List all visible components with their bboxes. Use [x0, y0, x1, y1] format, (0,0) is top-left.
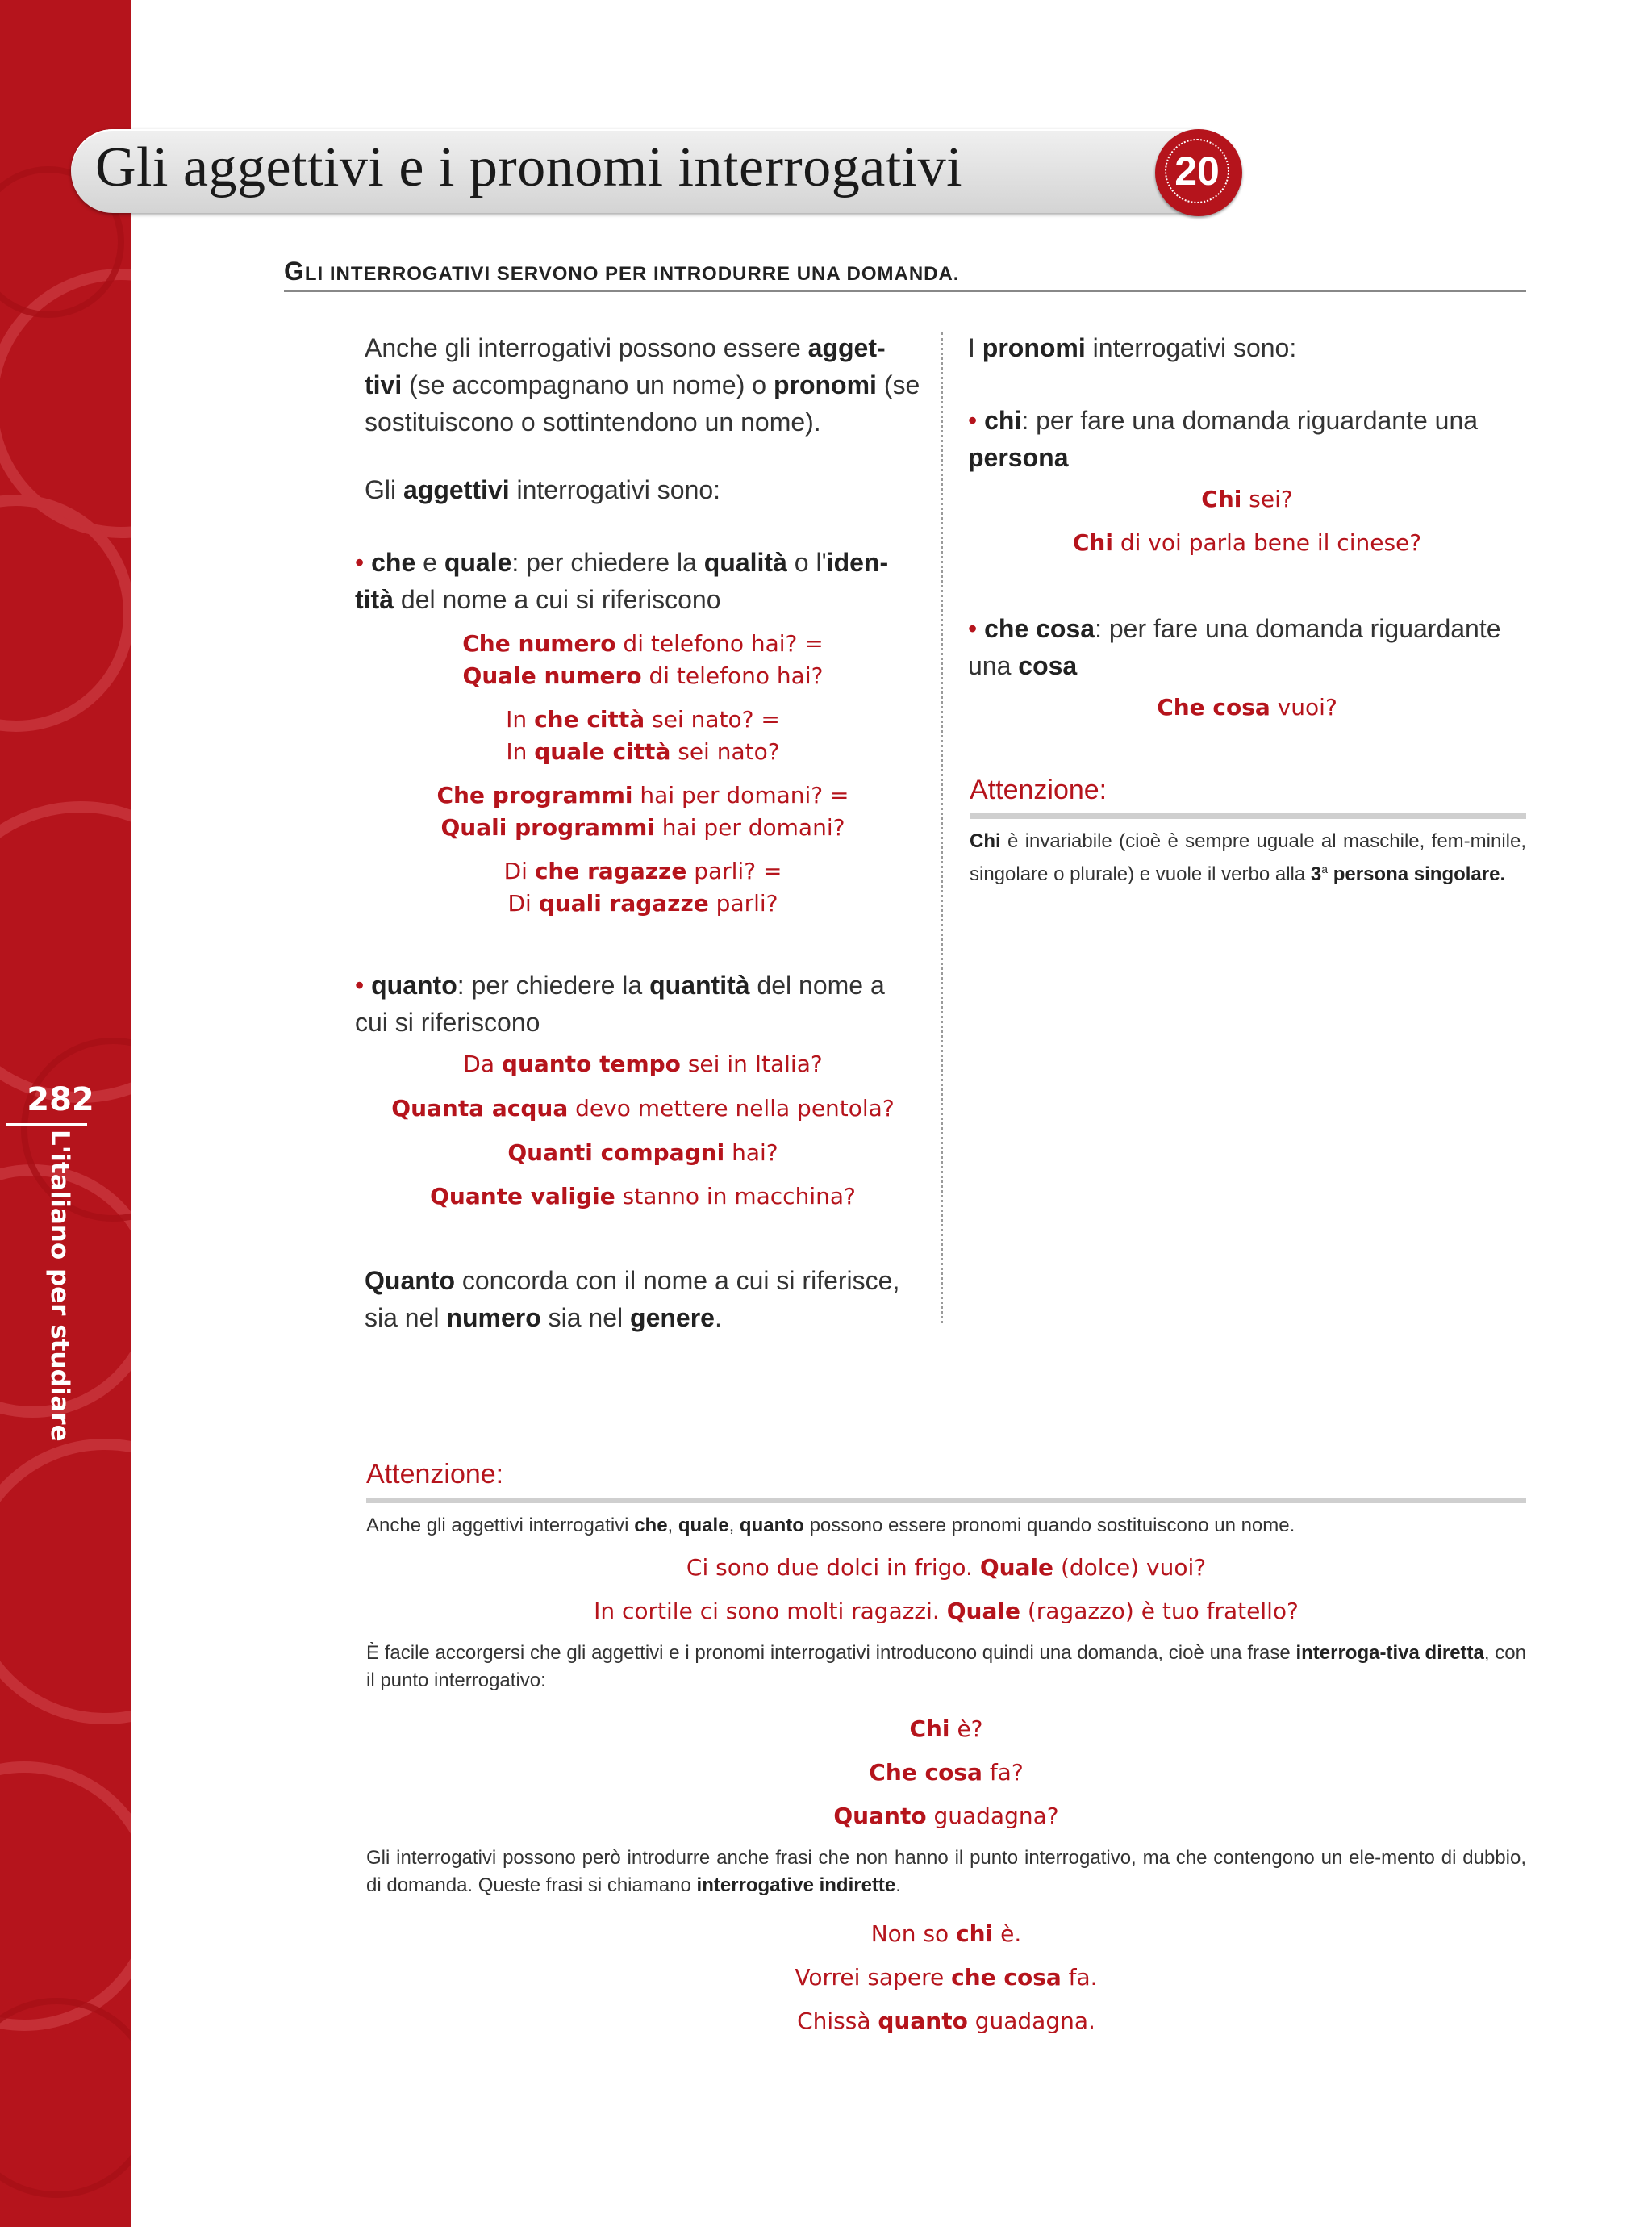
- term: Che cosa: [869, 1759, 982, 1786]
- term: Quale: [979, 1554, 1054, 1581]
- term: aggettivi: [403, 475, 510, 504]
- term: Chi: [1072, 529, 1113, 556]
- term: Quanto: [833, 1803, 927, 1829]
- text: ,: [728, 1515, 740, 1536]
- term: quale: [678, 1515, 729, 1536]
- subtitle-rule: [284, 290, 1526, 292]
- example-che-citta: [365, 704, 921, 768]
- intro-paragraph: [365, 329, 921, 441]
- term: quale: [444, 548, 512, 577]
- text: sei nato?: [670, 738, 780, 765]
- column-divider: [941, 332, 943, 1323]
- text: È facile accorgersi che gli aggettivi e i pronomi interrogativi introducono quindi una domanda, cioè una frase: [366, 1642, 1296, 1664]
- term: che: [634, 1515, 668, 1536]
- text: di telefono hai?: [641, 662, 824, 689]
- text: , con il punto interrogativo:: [366, 1642, 1526, 1691]
- term: numero: [446, 1303, 541, 1332]
- text: sei nato? =: [645, 706, 780, 733]
- term: quale città: [534, 738, 671, 765]
- text: Anche gli interrogativi possono essere: [365, 333, 808, 362]
- text: : per fare una domanda riguardante una: [968, 614, 1501, 680]
- text: interrogativi sono:: [1085, 333, 1297, 362]
- example-che-ragazze: [365, 855, 921, 920]
- term: pronomi: [982, 333, 1086, 362]
- term: quantità: [649, 971, 750, 1000]
- example-dolci: [366, 1554, 1526, 1581]
- term: Quanto: [365, 1266, 455, 1295]
- book-title: L'italiano per studiare: [45, 1130, 74, 1442]
- term: Quanta acqua: [391, 1095, 569, 1122]
- text: sia nel: [540, 1303, 631, 1332]
- term: quanto tempo: [501, 1051, 681, 1077]
- text: (se accompagnano un nome) o: [402, 370, 774, 399]
- text: Da: [463, 1051, 502, 1077]
- term: Chi: [970, 830, 1001, 852]
- page-number-divider: [6, 1123, 87, 1126]
- term: che: [371, 548, 416, 577]
- term: che cosa: [951, 1964, 1062, 1991]
- term: Quale: [946, 1598, 1020, 1624]
- text: hai?: [724, 1139, 778, 1166]
- text: devo mettere nella pentola?: [568, 1095, 895, 1122]
- term: interrogative indirette: [696, 1874, 896, 1896]
- term: che ragazze: [534, 858, 687, 884]
- term: chi: [984, 406, 1022, 435]
- subtitle-text: LI INTERROGATIVI SERVONO PER INTRODURRE UNA DOMANDA.: [304, 263, 960, 285]
- bottom-paragraph-3: [366, 1845, 1526, 1899]
- example-che-cosa-fa: [366, 1759, 1526, 1786]
- term: Quanti compagni: [507, 1139, 725, 1166]
- text: In: [506, 706, 535, 733]
- book-title-wrap: [42, 1130, 90, 1442]
- term: 3: [1310, 863, 1322, 885]
- example-vorrei-sapere: [366, 1964, 1526, 1991]
- attention-rule-right: [970, 813, 1526, 819]
- aggettivi-intro: [365, 471, 921, 508]
- term: Quale numero: [462, 662, 642, 689]
- text: hai per domani?: [654, 814, 845, 841]
- term: Chi: [1201, 486, 1242, 512]
- bullet-icon: •: [968, 406, 985, 435]
- text: Gli: [365, 475, 403, 504]
- text: parli? =: [686, 858, 782, 884]
- example-quante-valigie: [365, 1183, 921, 1210]
- term: quali ragazze: [538, 890, 709, 917]
- bullet-icon: •: [355, 548, 372, 577]
- example-quanto-tempo: [365, 1051, 921, 1077]
- text: fa.: [1061, 1964, 1098, 1991]
- text: del nome a cui si riferiscono: [355, 971, 885, 1037]
- subtitle-initial: G: [284, 257, 305, 286]
- example-chi-sei: [968, 486, 1526, 512]
- term: che cosa: [984, 614, 1095, 643]
- text: Di: [503, 858, 535, 884]
- text: stanno in macchina?: [615, 1183, 856, 1210]
- example-che-programmi: [365, 779, 921, 844]
- text: ,: [667, 1515, 678, 1536]
- text: I: [968, 333, 982, 362]
- text: Chissà: [797, 2008, 878, 2034]
- term: Che cosa: [1157, 694, 1270, 721]
- bottom-paragraph-2: [366, 1640, 1526, 1694]
- bullet-quanto: [355, 967, 924, 1041]
- attention-heading-bottom: Attenzione:: [366, 1459, 504, 1490]
- text: di telefono hai? =: [615, 630, 824, 657]
- bottom-paragraph-1: [366, 1512, 1526, 1540]
- text: Vorrei sapere: [795, 1964, 952, 1991]
- text: guadagna.: [967, 2008, 1095, 2034]
- bullet-chi: [968, 402, 1526, 476]
- text: : per chiedere la: [511, 548, 704, 577]
- text: fa?: [982, 1759, 1024, 1786]
- term: qualità: [703, 548, 787, 577]
- text: Ci sono due dolci in frigo.: [686, 1554, 980, 1581]
- chapter-number: 20: [1165, 139, 1229, 203]
- example-non-so-chi: [366, 1920, 1526, 1947]
- text: sei?: [1241, 486, 1293, 512]
- term: quanto: [371, 971, 457, 1000]
- text: .: [714, 1303, 722, 1332]
- pronomi-intro: [968, 329, 1526, 366]
- term: Chi: [909, 1715, 950, 1742]
- term: persona singolare.: [1328, 863, 1506, 885]
- example-quanti-compagni: [365, 1139, 921, 1166]
- bullet-che-quale: [355, 544, 924, 618]
- chapter-badge: [1155, 129, 1242, 216]
- term: Che programmi: [436, 782, 633, 808]
- text: è invariabile (cioè è sempre uguale al maschile, fem-minile, singolare o plurale) e vuole il verbo alla: [970, 830, 1526, 885]
- term: Che numero: [462, 630, 616, 657]
- superscript: a: [1321, 863, 1329, 875]
- term: Quali programmi: [440, 814, 655, 841]
- text: sei in Italia?: [680, 1051, 823, 1077]
- text: hai per domani? =: [632, 782, 849, 808]
- text: concorda con il nome a cui si riferisce, sia nel: [365, 1266, 900, 1332]
- term: Quante valigie: [430, 1183, 615, 1210]
- attention-rule-bottom: [366, 1498, 1526, 1503]
- example-chissa-quanto: [366, 2008, 1526, 2034]
- bullet-che-cosa: [968, 610, 1526, 684]
- text: è.: [993, 1920, 1022, 1947]
- text: Non so: [870, 1920, 957, 1947]
- text: (dolce) vuoi?: [1053, 1554, 1207, 1581]
- example-che-cosa-vuoi: [968, 694, 1526, 721]
- page-number: 282: [27, 1081, 94, 1118]
- example-chi-cinese: [968, 529, 1526, 556]
- example-cortile: [366, 1598, 1526, 1624]
- example-che-numero: [365, 628, 921, 692]
- term: che città: [534, 706, 645, 733]
- text: possono essere pronomi quando sostituiscono un nome.: [803, 1515, 1295, 1536]
- text: In cortile ci sono molti ragazzi.: [594, 1598, 947, 1624]
- text: : per chiedere la: [457, 971, 650, 1000]
- page-title: Gli aggettivi e i pronomi interrogativi: [95, 136, 963, 198]
- text: Di: [507, 890, 539, 917]
- concorda-paragraph: [365, 1262, 921, 1336]
- attention-text-right: [970, 828, 1526, 888]
- text: parli?: [708, 890, 778, 917]
- text: guadagna?: [926, 1803, 1059, 1829]
- text: .: [895, 1874, 901, 1896]
- section-subtitle: [284, 257, 959, 286]
- term: agget-tivi: [365, 333, 886, 399]
- text: o l': [786, 548, 827, 577]
- term: persona: [968, 443, 1069, 472]
- term: genere: [630, 1303, 715, 1332]
- text: è?: [949, 1715, 983, 1742]
- text: (se sostituiscono o sottintendono un nome).: [365, 370, 920, 437]
- term: cosa: [1018, 651, 1078, 680]
- example-chi-e: [366, 1715, 1526, 1742]
- text: vuoi?: [1270, 694, 1337, 721]
- sidebar-band: [0, 0, 131, 2227]
- bullet-icon: •: [355, 971, 372, 1000]
- term: chi: [956, 1920, 994, 1947]
- text: e: [415, 548, 444, 577]
- term: quanto: [878, 2008, 968, 2034]
- text: Gli interrogativi possono però introdurre anche frasi che non hanno il punto interrogativo, ma che contengono un ele-mento di dubbio, di domanda. Queste frasi si chiamano: [366, 1847, 1526, 1896]
- bullet-icon: •: [968, 614, 985, 643]
- text: del nome a cui si riferiscono: [394, 585, 721, 614]
- attention-heading-right: Attenzione:: [970, 775, 1108, 805]
- term: quanto: [739, 1515, 804, 1536]
- term: interroga-tiva diretta: [1295, 1642, 1484, 1664]
- term: pronomi: [773, 370, 877, 399]
- text: (ragazzo) è tuo fratello?: [1020, 1598, 1299, 1624]
- term: iden-tità: [355, 548, 889, 614]
- text: di voi parla bene il cinese?: [1112, 529, 1422, 556]
- text: Anche gli aggettivi interrogativi: [366, 1515, 635, 1536]
- example-quanta-acqua: [365, 1095, 921, 1122]
- example-quanto-guadagna: [366, 1803, 1526, 1829]
- text: interrogativi sono:: [509, 475, 721, 504]
- text: : per fare una domanda riguardante una: [1021, 406, 1479, 435]
- text: In: [506, 738, 535, 765]
